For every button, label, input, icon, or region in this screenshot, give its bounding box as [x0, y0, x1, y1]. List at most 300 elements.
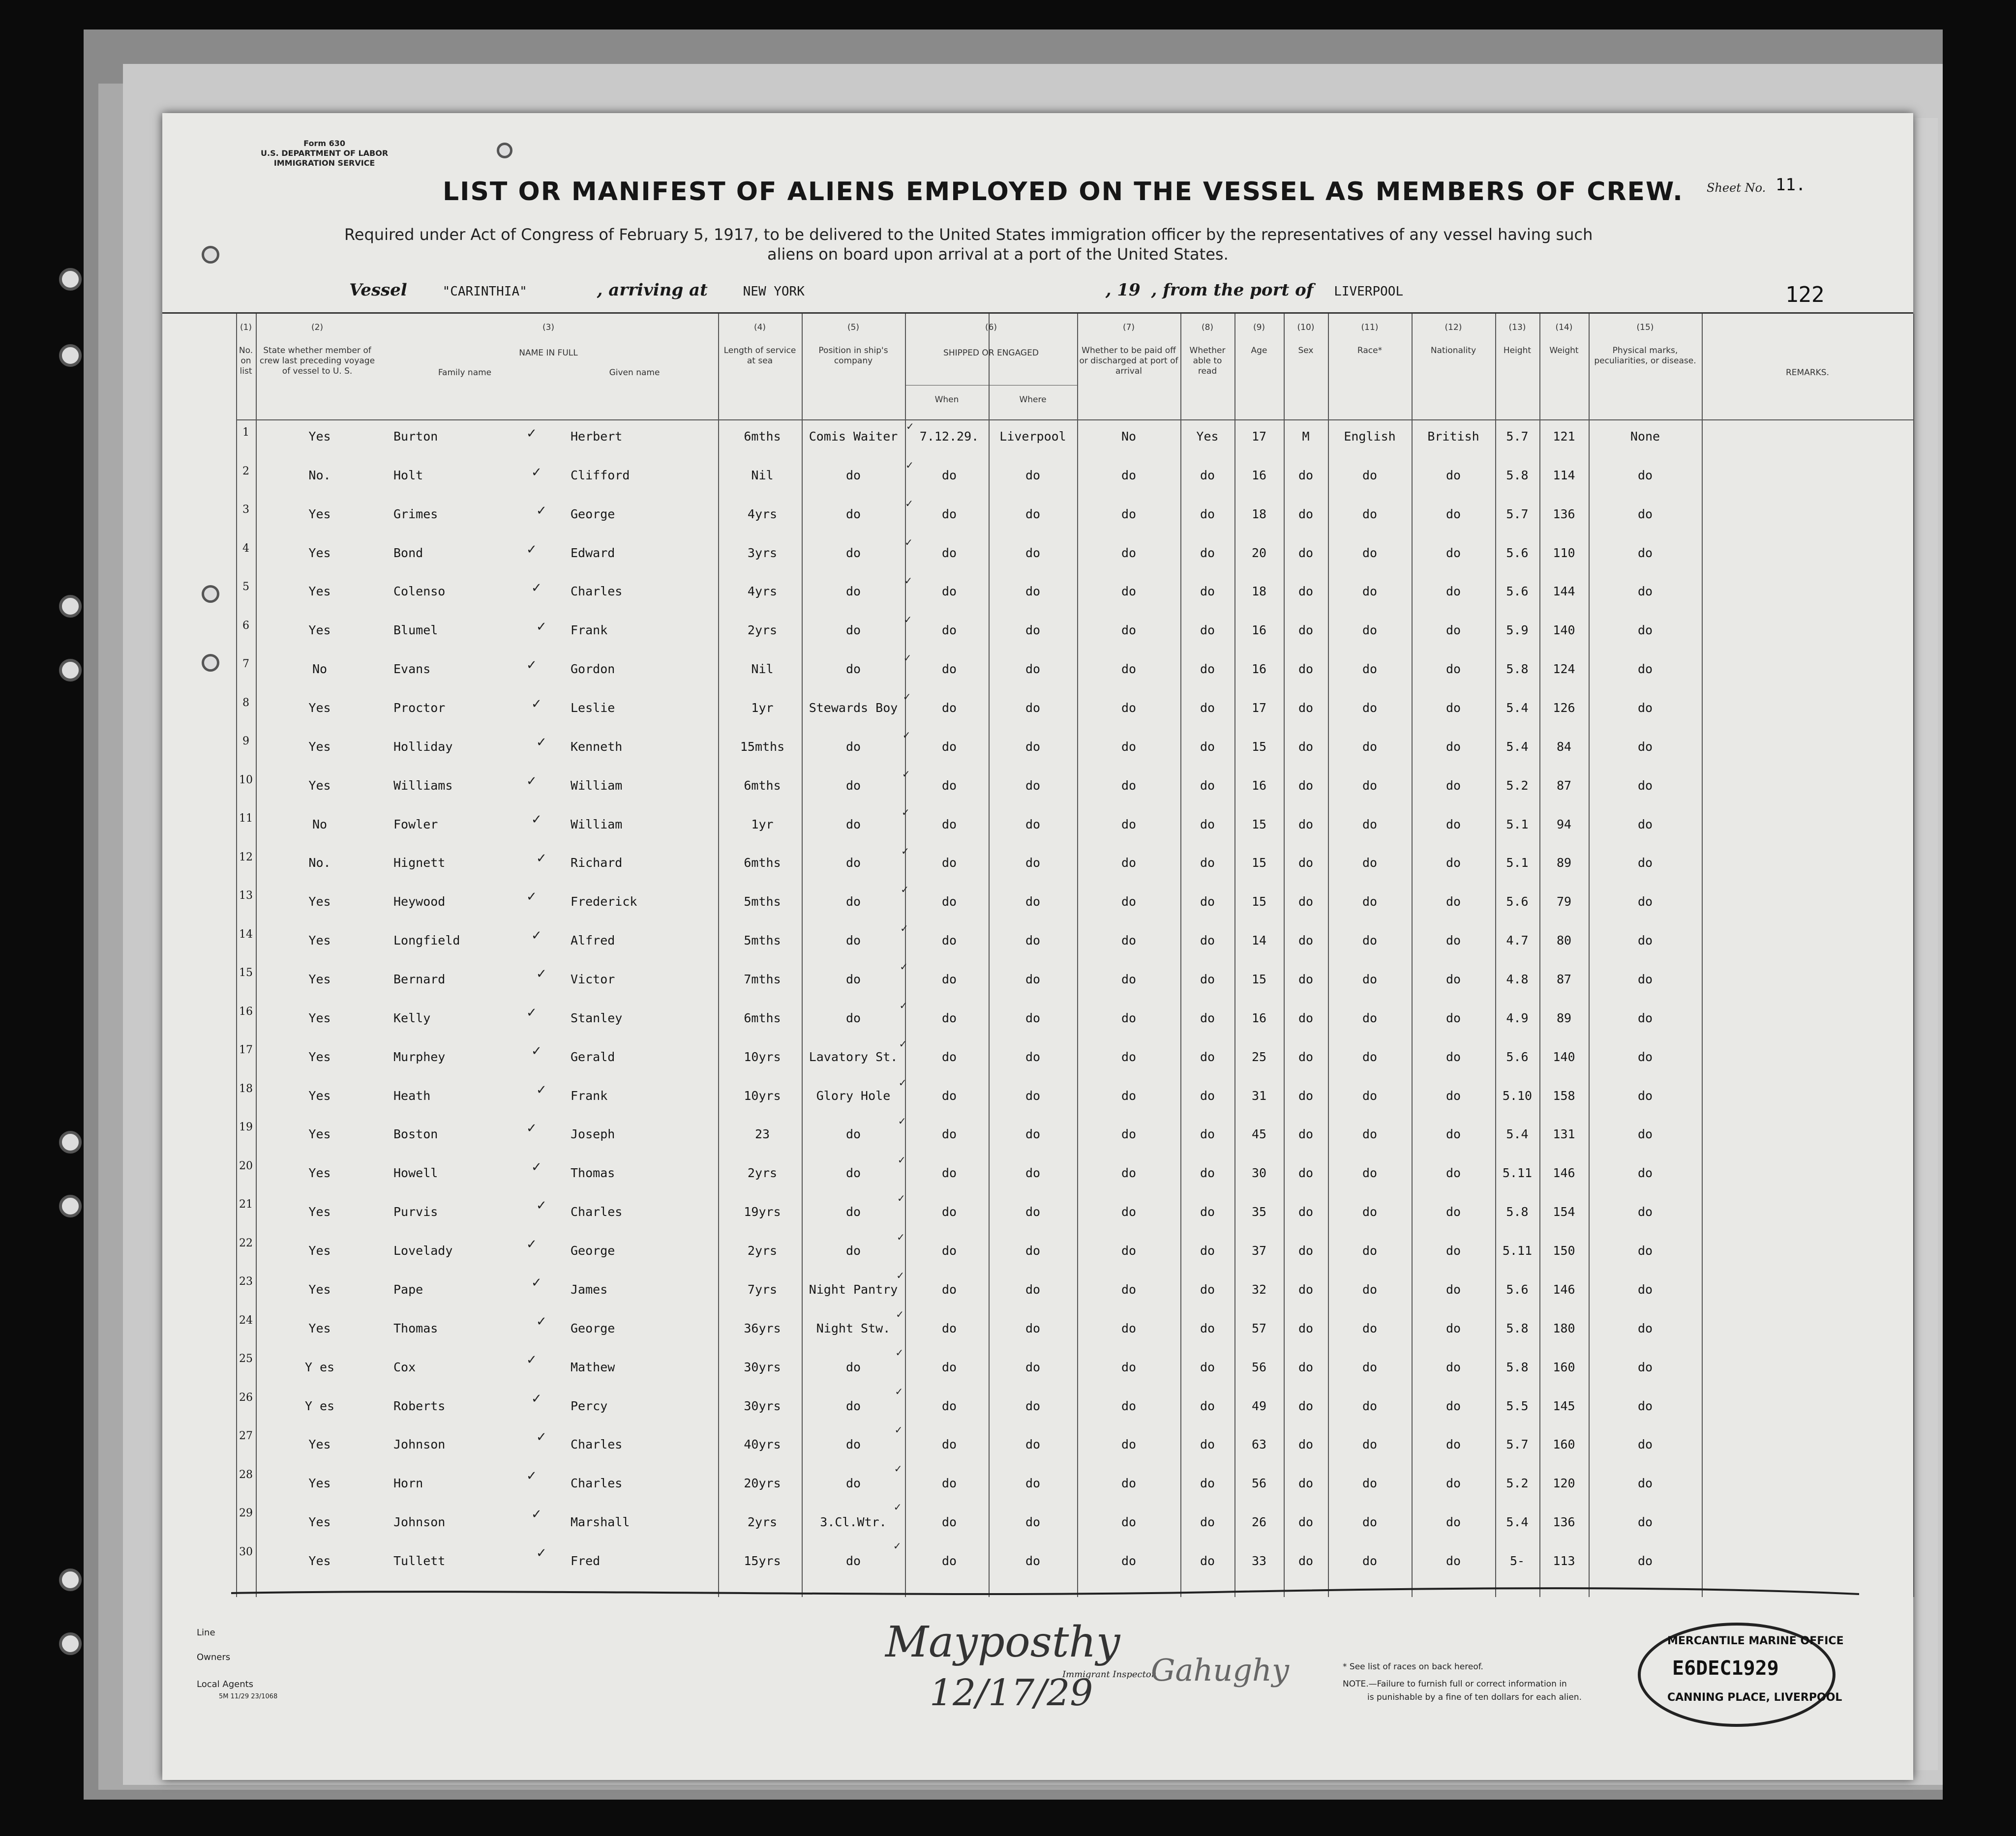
cell-height: 5.2 — [1506, 1476, 1529, 1491]
cell-marks: do — [1637, 894, 1653, 909]
cell-read: do — [1200, 506, 1215, 521]
check-mark-icon: ✓ — [906, 420, 914, 432]
check-mark-icon: ✓ — [526, 1121, 537, 1136]
cell-height: 4.9 — [1506, 1010, 1529, 1025]
cell-marks: do — [1637, 1476, 1653, 1491]
cell-paid: do — [1121, 1244, 1137, 1258]
cell-race: do — [1362, 701, 1378, 715]
cell-when: do — [941, 1360, 957, 1374]
cell-age: 30 — [1251, 1166, 1267, 1181]
check-mark-icon: ✓ — [893, 1501, 902, 1513]
cell-no: 12 — [239, 851, 253, 863]
column-header-where: Where — [1019, 395, 1047, 405]
cell-paid: do — [1121, 1166, 1137, 1181]
cell-where: do — [1025, 1321, 1041, 1335]
cell-age: 32 — [1251, 1282, 1267, 1297]
cell-race: do — [1362, 1049, 1378, 1064]
cell-race: do — [1362, 1515, 1378, 1530]
column-divider — [718, 314, 719, 1597]
cell-where: do — [1025, 701, 1041, 715]
cell-sex: do — [1298, 1476, 1314, 1491]
form-department: U.S. DEPARTMENT OF LABOR — [261, 148, 389, 158]
cell-when: do — [941, 1282, 957, 1297]
check-mark-icon: ✓ — [902, 768, 910, 780]
cell-given: Edward — [571, 545, 615, 560]
arrival-port: NEW YORK — [743, 284, 805, 299]
cell-service: 6mths — [744, 856, 781, 870]
cell-position: do — [845, 1437, 861, 1452]
cell-read: do — [1200, 1088, 1215, 1103]
cell-prev: Yes — [308, 429, 331, 444]
cell-no: 22 — [239, 1237, 253, 1249]
cell-race: do — [1362, 1360, 1378, 1374]
from-label: , from the port of — [1151, 280, 1314, 300]
check-mark-icon: ✓ — [901, 845, 909, 857]
cell-height: 5.4 — [1506, 1515, 1529, 1530]
cell-paid: do — [1121, 506, 1137, 521]
cell-no: 7 — [242, 658, 249, 670]
cell-race: English — [1344, 429, 1396, 444]
cell-service: 7mths — [744, 972, 781, 987]
column-header-c16: REMARKS. — [1785, 368, 1829, 378]
cell-nat: do — [1445, 584, 1461, 599]
cell-position: Lavatory St. — [809, 1049, 898, 1064]
cell-when: do — [941, 1515, 957, 1530]
cell-weight: 79 — [1556, 894, 1572, 909]
check-mark-icon: ✓ — [898, 1115, 906, 1127]
cell-sex: do — [1298, 933, 1314, 948]
column-number-c12: (12) — [1444, 323, 1462, 332]
binder-hole-icon — [59, 344, 82, 367]
cell-weight: 87 — [1556, 778, 1572, 793]
cell-where: do — [1025, 1398, 1041, 1413]
cell-family: Proctor — [393, 701, 446, 715]
cell-position: do — [845, 1010, 861, 1025]
check-mark-icon: ✓ — [904, 536, 913, 548]
cell-family: Lovelady — [393, 1244, 453, 1258]
cell-age: 56 — [1251, 1360, 1267, 1374]
cell-nat: do — [1445, 778, 1461, 793]
cell-where: do — [1025, 1360, 1041, 1374]
cell-weight: 144 — [1553, 584, 1575, 599]
cell-when: do — [941, 933, 957, 948]
cell-read: do — [1200, 1166, 1215, 1181]
check-mark-icon: ✓ — [526, 426, 537, 441]
cell-read: do — [1200, 1244, 1215, 1258]
cell-paid: do — [1121, 894, 1137, 909]
cell-sex: do — [1298, 662, 1314, 677]
vessel-label: Vessel — [349, 280, 407, 300]
cell-height: 5.10 — [1502, 1088, 1533, 1103]
local-agents-label: Local Agents — [197, 1679, 254, 1689]
check-mark-icon: ✓ — [894, 1424, 903, 1436]
cell-read: do — [1200, 701, 1215, 715]
stamp-top-text: MERCANTILE MARINE OFFICE — [1667, 1635, 1844, 1647]
cell-service: 40yrs — [744, 1437, 781, 1452]
cell-marks: do — [1637, 1321, 1653, 1335]
cell-family: Thomas — [393, 1321, 438, 1335]
cell-age: 45 — [1251, 1127, 1267, 1142]
cell-paid: do — [1121, 701, 1137, 715]
column-number-c15: (15) — [1636, 323, 1654, 332]
check-mark-icon: ✓ — [903, 690, 911, 703]
cell-no: 19 — [239, 1121, 253, 1133]
cell-given: Frederick — [571, 894, 637, 909]
cell-nat: do — [1445, 1049, 1461, 1064]
check-mark-icon: ✓ — [531, 1159, 542, 1175]
cell-height: 5- — [1509, 1553, 1525, 1568]
cell-given: Herbert — [571, 429, 623, 444]
cell-read: do — [1200, 1437, 1215, 1452]
check-mark-icon: ✓ — [531, 812, 542, 827]
cell-no: 27 — [239, 1430, 253, 1442]
cell-race: do — [1362, 817, 1378, 831]
stamp-date: E6DEC1929 — [1672, 1657, 1779, 1680]
check-mark-icon: ✓ — [899, 1038, 907, 1050]
cell-prev: Yes — [308, 623, 331, 638]
cell-family: Blumel — [393, 623, 438, 638]
cell-position: Stewards Boy — [809, 701, 898, 715]
cell-sex: do — [1298, 545, 1314, 560]
cell-service: 4yrs — [747, 506, 778, 521]
cell-weight: 84 — [1556, 739, 1572, 754]
cell-position: Glory Hole — [816, 1088, 891, 1103]
cell-read: do — [1200, 739, 1215, 754]
cell-when: do — [941, 1049, 957, 1064]
cell-age: 56 — [1251, 1476, 1267, 1491]
form-identifier — [261, 139, 388, 168]
cell-weight: 124 — [1553, 662, 1575, 677]
cell-where: do — [1025, 623, 1041, 638]
cell-prev: Yes — [308, 1205, 331, 1219]
cell-marks: do — [1637, 662, 1653, 677]
cell-height: 4.7 — [1506, 933, 1529, 948]
crew-table — [162, 312, 1913, 1597]
cell-position: do — [845, 778, 861, 793]
cell-no: 13 — [239, 889, 253, 902]
cell-marks: do — [1637, 584, 1653, 599]
vessel-name: "CARINTHIA" — [442, 284, 527, 299]
cell-age: 16 — [1251, 623, 1267, 638]
cell-height: 5.6 — [1506, 584, 1529, 599]
cell-sex: do — [1298, 1553, 1314, 1568]
cell-sex: do — [1298, 701, 1314, 715]
cell-when: do — [941, 1166, 957, 1181]
inspector-label: Immigrant Inspector. — [1062, 1669, 1158, 1680]
page-title: LIST OR MANIFEST OF ALIENS EMPLOYED ON THE VESSEL AS MEMBERS OF CREW. — [443, 177, 1684, 207]
cell-sex: do — [1298, 506, 1314, 521]
cell-marks: None — [1630, 429, 1660, 444]
cell-nat: do — [1445, 506, 1461, 521]
cell-no: 1 — [242, 426, 249, 439]
cell-marks: do — [1637, 739, 1653, 754]
cell-given: Alfred — [571, 933, 615, 948]
cell-position: do — [845, 623, 861, 638]
cell-where: do — [1025, 1127, 1041, 1142]
column-number-c5: (5) — [847, 323, 860, 332]
cell-prev: Yes — [308, 545, 331, 560]
cell-nat: do — [1445, 701, 1461, 715]
cell-given: George — [571, 506, 615, 521]
cell-weight: 126 — [1553, 701, 1575, 715]
cell-service: 20yrs — [744, 1476, 781, 1491]
cell-paid: do — [1121, 468, 1137, 482]
cell-height: 5.6 — [1506, 1282, 1529, 1297]
binder-hole-icon — [59, 1632, 82, 1655]
vessel-line — [349, 280, 1403, 300]
cell-where: do — [1025, 739, 1041, 754]
cell-position: Night Stw. — [816, 1321, 891, 1335]
cell-nat: do — [1445, 1437, 1461, 1452]
cell-age: 20 — [1251, 545, 1267, 560]
cell-weight: 180 — [1553, 1321, 1575, 1335]
column-header-given-name: Given name — [609, 368, 660, 378]
cell-race: do — [1362, 1088, 1378, 1103]
check-mark-icon: ✓ — [526, 889, 537, 904]
departure-port: LIVERPOOL — [1334, 284, 1404, 299]
cell-height: 5.1 — [1506, 856, 1529, 870]
cell-paid: do — [1121, 623, 1137, 638]
cell-marks: do — [1637, 1205, 1653, 1219]
cell-weight: 114 — [1553, 468, 1575, 482]
cell-age: 16 — [1251, 468, 1267, 482]
cell-sex: do — [1298, 468, 1314, 482]
cell-position: do — [845, 1127, 861, 1142]
manifest-header — [162, 113, 1913, 320]
cell-sex: do — [1298, 1360, 1314, 1374]
cell-weight: 89 — [1556, 1010, 1572, 1025]
cell-height: 4.8 — [1506, 972, 1529, 987]
cell-given: Mathew — [571, 1360, 615, 1374]
cell-service: Nil — [751, 468, 774, 482]
cell-paid: do — [1121, 1205, 1137, 1219]
cell-sex: do — [1298, 894, 1314, 909]
cell-family: Roberts — [393, 1398, 446, 1413]
column-header-c1: No. on list — [239, 346, 253, 376]
cell-height: 5.8 — [1506, 468, 1529, 482]
cell-height: 5.7 — [1506, 506, 1529, 521]
cell-nat: do — [1445, 933, 1461, 948]
cell-sex: do — [1298, 1049, 1314, 1064]
check-mark-icon: ✓ — [526, 1237, 537, 1252]
cell-height: 5.5 — [1506, 1398, 1529, 1413]
cell-read: do — [1200, 468, 1215, 482]
cell-family: Kelly — [393, 1010, 431, 1025]
cell-where: do — [1025, 1166, 1041, 1181]
cell-given: Gordon — [571, 662, 615, 677]
cell-position: do — [845, 506, 861, 521]
cell-service: 1yr — [751, 817, 774, 831]
cell-where: do — [1025, 1553, 1041, 1568]
cell-when: do — [941, 701, 957, 715]
cell-marks: do — [1637, 856, 1653, 870]
column-header-c10: Sex — [1298, 346, 1314, 355]
cell-prev: Yes — [308, 506, 331, 521]
cell-when: do — [941, 1398, 957, 1413]
cell-marks: do — [1637, 623, 1653, 638]
cell-paid: do — [1121, 1398, 1137, 1413]
cell-where: do — [1025, 1010, 1041, 1025]
cell-weight: 158 — [1553, 1088, 1575, 1103]
cell-read: do — [1200, 894, 1215, 909]
cell-sex: do — [1298, 1282, 1314, 1297]
column-header-c9: Age — [1251, 346, 1267, 355]
check-mark-icon: ✓ — [895, 1385, 903, 1397]
cell-when: do — [941, 972, 957, 987]
cell-read: do — [1200, 1476, 1215, 1491]
cell-position: Comis Waiter — [809, 429, 898, 444]
cell-family: Horn — [393, 1476, 423, 1491]
manifest-page — [162, 113, 1913, 1780]
cell-where: do — [1025, 1437, 1041, 1452]
cell-service: Nil — [751, 662, 774, 677]
cell-weight: 146 — [1553, 1166, 1575, 1181]
column-number-c1: (1) — [240, 323, 252, 332]
cell-given: Fred — [571, 1553, 601, 1568]
cell-nat: do — [1445, 662, 1461, 677]
cell-race: do — [1362, 623, 1378, 638]
cell-prev: Yes — [308, 894, 331, 909]
binder-hole-icon — [59, 268, 82, 291]
cell-when: do — [941, 1553, 957, 1568]
cell-paid: do — [1121, 933, 1137, 948]
check-mark-icon: ✓ — [897, 1231, 905, 1243]
stamp-bottom-text: CANNING PLACE, LIVERPOOL — [1667, 1691, 1842, 1704]
header-bottom-line — [236, 419, 1913, 420]
cell-nat: do — [1445, 1553, 1461, 1568]
cell-marks: do — [1637, 468, 1653, 482]
cell-when: do — [941, 506, 957, 521]
cell-paid: do — [1121, 778, 1137, 793]
column-header-c12: Nationality — [1430, 346, 1476, 355]
cell-weight: 146 — [1553, 1282, 1575, 1297]
check-mark-icon: ✓ — [531, 581, 542, 595]
cell-when: do — [941, 1321, 957, 1335]
cell-service: 30yrs — [744, 1398, 781, 1413]
cell-sex: do — [1298, 1437, 1314, 1452]
cell-given: William — [571, 778, 623, 793]
column-header-c5: Position in ship's company — [818, 346, 888, 366]
cell-family: Grimes — [393, 506, 438, 521]
cell-sex: M — [1302, 429, 1310, 444]
check-mark-icon: ✓ — [895, 1347, 904, 1359]
check-mark-icon: ✓ — [904, 575, 913, 587]
cell-height: 5.8 — [1506, 1321, 1529, 1335]
cell-family: Bernard — [393, 972, 446, 987]
cell-height: 5.4 — [1506, 701, 1529, 715]
cell-service: 23 — [754, 1127, 770, 1142]
cell-when: do — [941, 623, 957, 638]
cell-height: 5.4 — [1506, 1127, 1529, 1142]
cell-race: do — [1362, 778, 1378, 793]
cell-prev: No. — [308, 856, 331, 870]
cell-family: Howell — [393, 1166, 438, 1181]
cell-position: do — [845, 1244, 861, 1258]
cell-age: 37 — [1251, 1244, 1267, 1258]
cell-given: George — [571, 1321, 615, 1335]
cell-no: 16 — [239, 1005, 253, 1018]
cell-age: 33 — [1251, 1553, 1267, 1568]
cell-read: do — [1200, 1360, 1215, 1374]
cell-where: do — [1025, 1088, 1041, 1103]
cell-race: do — [1362, 1205, 1378, 1219]
cell-marks: do — [1637, 778, 1653, 793]
column-number-c14: (14) — [1555, 323, 1573, 332]
check-mark-icon: ✓ — [536, 1430, 547, 1445]
column-header-c13: Height — [1503, 346, 1532, 355]
cell-paid: do — [1121, 1437, 1137, 1452]
cell-position: do — [845, 662, 861, 677]
cell-paid: do — [1121, 1360, 1137, 1374]
cell-weight: 89 — [1556, 856, 1572, 870]
cell-read: Yes — [1196, 429, 1219, 444]
cell-prev: Yes — [308, 1127, 331, 1142]
check-mark-icon: ✓ — [531, 1391, 542, 1406]
cell-service: 19yrs — [744, 1205, 781, 1219]
subtitle-line-2: aliens on board upon arrival at a port of the United States. — [767, 245, 1229, 264]
cell-given: Frank — [571, 623, 608, 638]
cell-read: do — [1200, 623, 1215, 638]
cell-read: do — [1200, 662, 1215, 677]
check-mark-icon: ✓ — [536, 503, 547, 518]
column-number-c11: (11) — [1361, 323, 1379, 332]
cell-family: Fowler — [393, 817, 438, 831]
cell-prev: Yes — [308, 1437, 331, 1452]
check-mark-icon: ✓ — [901, 884, 909, 895]
cell-no: 20 — [239, 1159, 253, 1172]
cell-family: Longfield — [393, 933, 460, 948]
column-divider — [1913, 314, 1914, 1597]
cell-prev: Yes — [308, 1476, 331, 1491]
cell-service: 2yrs — [747, 1515, 778, 1530]
column-header-c14: Weight — [1549, 346, 1579, 355]
cell-paid: do — [1121, 1282, 1137, 1297]
check-mark-icon: ✓ — [896, 1270, 904, 1281]
cell-sex: do — [1298, 1127, 1314, 1142]
cell-sex: do — [1298, 1166, 1314, 1181]
column-header-c11: Race* — [1357, 346, 1383, 355]
column-number-c8: (8) — [1201, 323, 1214, 332]
subtitle-line-1: Required under Act of Congress of February 5, 1917, to be delivered to the United States immigration officer by the representatives of any vessel having such — [344, 225, 1593, 244]
cell-family: Murphey — [393, 1049, 446, 1064]
cell-position: do — [845, 739, 861, 754]
cell-sex: do — [1298, 1205, 1314, 1219]
cell-age: 18 — [1251, 506, 1267, 521]
cell-height: 5.11 — [1502, 1166, 1533, 1181]
cell-nat: do — [1445, 1321, 1461, 1335]
check-mark-icon: ✓ — [897, 1192, 905, 1204]
year-label: , 19 — [1105, 280, 1141, 300]
check-mark-icon: ✓ — [905, 459, 914, 471]
cell-where: do — [1025, 1515, 1041, 1530]
cell-family: Evans — [393, 662, 431, 677]
check-mark-icon: ✓ — [531, 1507, 542, 1522]
cell-where: do — [1025, 1476, 1041, 1491]
cell-age: 17 — [1251, 429, 1267, 444]
cell-height: 5.1 — [1506, 817, 1529, 831]
cell-when: do — [941, 1476, 957, 1491]
cell-nat: British — [1427, 429, 1479, 444]
check-mark-icon: ✓ — [536, 619, 547, 634]
cell-where: do — [1025, 506, 1041, 521]
cell-race: do — [1362, 468, 1378, 482]
cell-service: 5mths — [744, 894, 781, 909]
check-mark-icon: ✓ — [903, 652, 912, 664]
cell-given: Thomas — [571, 1166, 615, 1181]
cell-weight: 94 — [1556, 817, 1572, 831]
cell-paid: do — [1121, 856, 1137, 870]
cell-age: 15 — [1251, 894, 1267, 909]
